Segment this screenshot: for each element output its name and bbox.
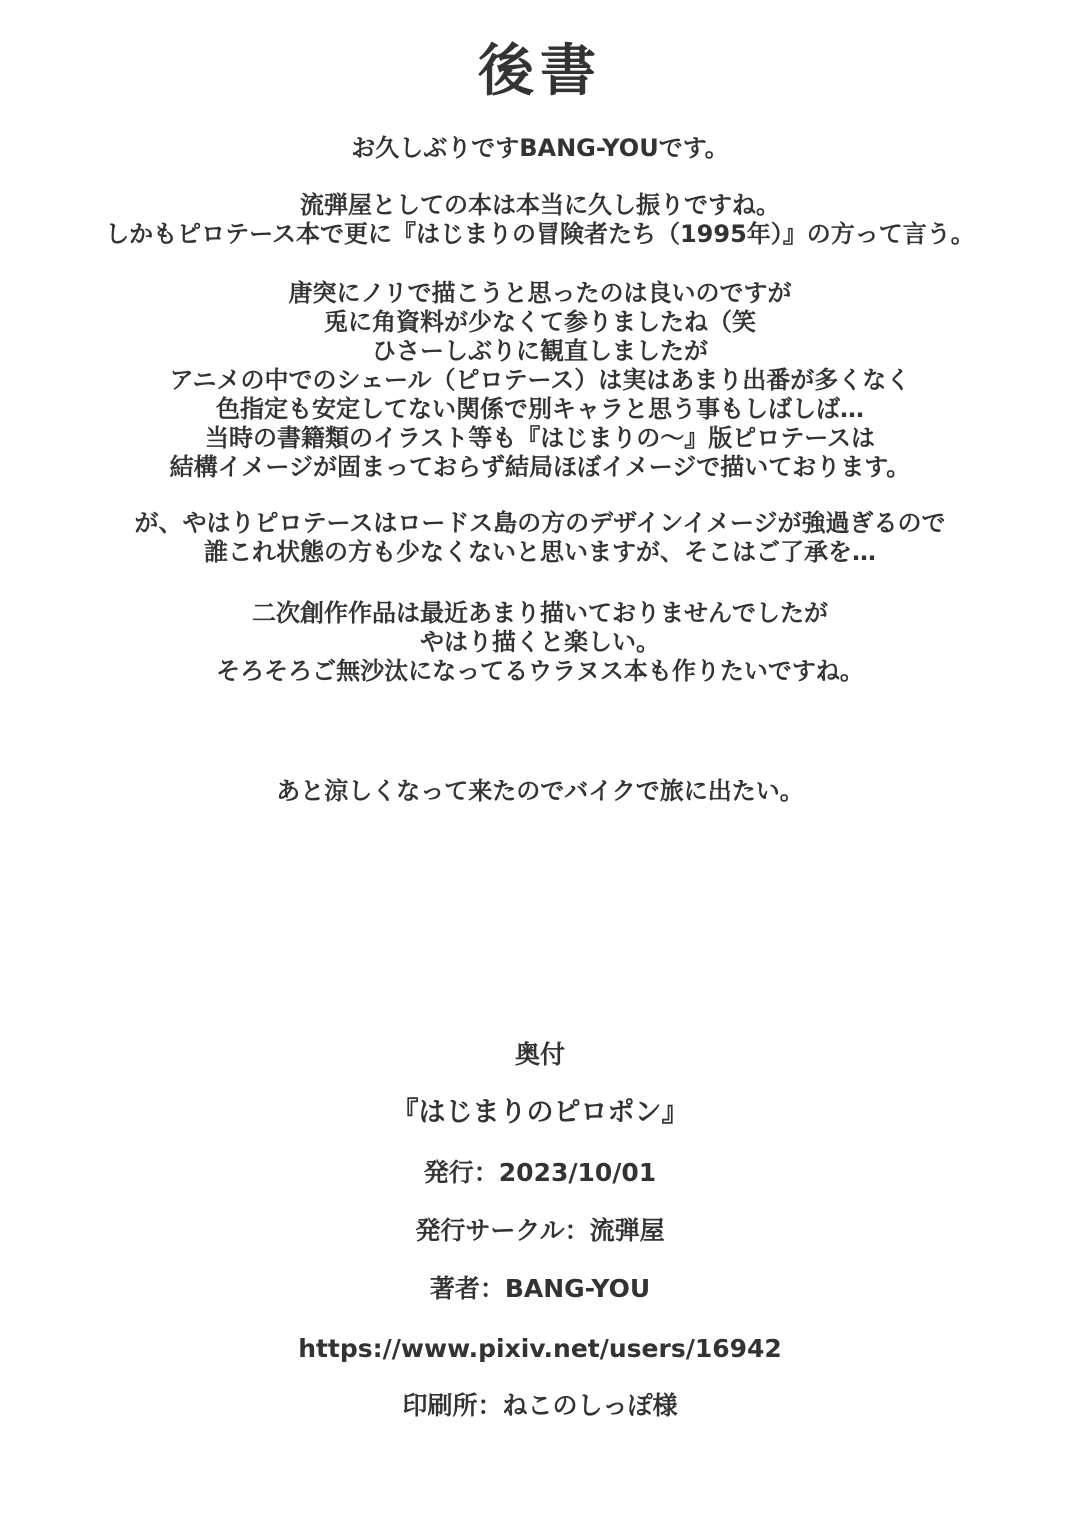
colophon-pixiv-url: https://www.pixiv.net/users/16942 <box>298 1334 782 1363</box>
afterword-line: そろそろご無沙汰になってるウラヌス本も作りたいですね。 <box>216 657 864 685</box>
afterword-paragraph <box>0 509 1080 567</box>
afterword-line: 当時の書籍類のイラスト等も『はじまりの～』版ピロテースは <box>204 424 876 452</box>
afterword-line: 唐突にノリで描こうと思ったのは良いのですが <box>288 279 792 307</box>
afterword-line: 兎に角資料が少なくて参りましたね（笑 <box>324 308 756 336</box>
afterword-line: が、やはりピロテースはロードス島の方のデザインイメージが強過ぎるので <box>134 509 946 537</box>
colophon-header: 奥付 <box>514 1040 565 1069</box>
afterword-paragraph <box>0 777 1080 806</box>
afterword-line: 結構イメージが固まっておらず結局ほぼイメージで描いております。 <box>169 453 911 481</box>
afterword-paragraph <box>0 134 1080 163</box>
colophon-circle: 発行サークル：流弾屋 <box>415 1216 665 1245</box>
afterword-line: しかもピロテース本で更に『はじまりの冒険者たち（1995年）』の方って言う。 <box>105 220 975 248</box>
colophon-printer: 印刷所：ねこのしっぽ様 <box>402 1391 678 1420</box>
page-title: 後書 <box>478 39 602 104</box>
afterword-paragraph <box>0 599 1080 686</box>
afterword-paragraph <box>0 279 1080 482</box>
afterword-line: やはり描くと楽しい。 <box>420 628 660 656</box>
afterword-line: 色指定も安定してない関係で別キャラと思う事もしばしば… <box>216 395 864 423</box>
colophon-book-title: 『はじまりのピロポン』 <box>391 1097 689 1128</box>
afterword-line: ひさーしぶりに観直しましたが <box>372 337 708 365</box>
afterword-line: アニメの中でのシェール（ピロテース）は実はあまり出番が多くなく <box>169 366 911 394</box>
afterword-line: 流弾屋としての本は本当に久し振りですね。 <box>300 191 780 219</box>
afterword-paragraph <box>0 191 1080 249</box>
afterword-line: 二次創作作品は最近あまり描いておりませんでしたが <box>252 599 828 627</box>
afterword-line: 誰これ状態の方も少なくないと思いますが、そこはご了承を… <box>204 538 876 566</box>
afterword-line: お久しぶりですBANG-YOUです。 <box>351 134 729 162</box>
colophon-author: 著者：BANG-YOU <box>429 1274 651 1303</box>
colophon-publish-date: 発行：2023/10/01 <box>423 1158 657 1187</box>
afterword-line: あと涼しくなって来たのでバイクで旅に出たい。 <box>276 777 804 805</box>
